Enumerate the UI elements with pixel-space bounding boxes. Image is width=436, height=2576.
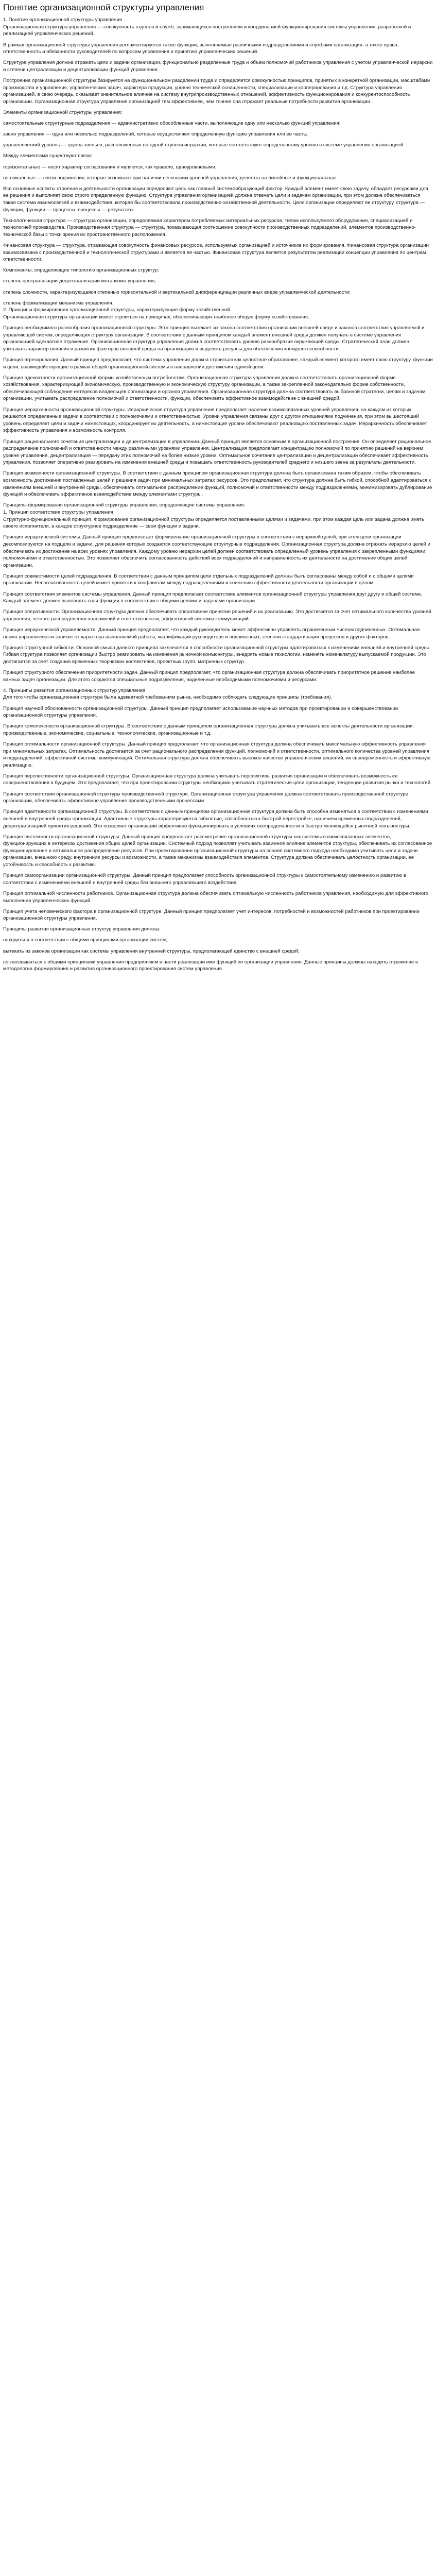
- paragraph: Структура управления должна отражать цели и задачи организации, функционально разделенные труда и объем полномочий работников управления с учетом управленческой иерархии и степени централизации и децентрализации функций управления.: [3, 60, 434, 73]
- paragraph: Принцип иерархической системы. Данный принцип предполагает формирование организационной структуры в соответствии с иерархией целей, при этом цели организации декомпозируются на подцели и задачи, для решения которых создаются соответствующие структурные подразделения. Организационная структура должна отражать иерархию целей и обеспечивать их достижение на всех уровнях управления. Каждому уровню иерархии целей должен соответствовать определенный уровень управления с закрепленными функциями, полномочиями и ответственностью. Это позволяет обеспечить согласованность действий всех подразделений и направленность их деятельности на достижение общих целей организации.: [3, 534, 432, 568]
- paragraph: Принцип учета человеческого фактора в организационной структуре. Данный принцип предполагает учет интересов, потребностей и возможностей работников при проектировании организационной структуры управления.: [3, 908, 421, 922]
- paragraph: Принципы развития организационных структур управления должны:: [3, 926, 161, 933]
- paragraph: находиться в соответствии с общими принципами организации систем;: [3, 937, 167, 943]
- paragraph: Принцип необходимого разнообразия организационной структуры. Этот принцип вытекает из закона соответствия организации внешней среде и законов соответствия управляемой и управляющей систем, определяющих структуру организации. В соответствии с данным принципом каждый элемент внешней среды должен получать в системе управления организацией адекватное отражение. Организационная структура управления должна соответствовать уровню разнообразия окружающей среды. Стратегический план должен учитывать характер влияния и развития факторов внешней среды на организацию и выделять ресурсы для обеспечения конкурентоспособности.: [3, 325, 426, 352]
- paragraph: Построение организационной структуры базируется на функциональном разделении труда и определяется совокупностью принципов, принятых в конкретной организации, масштабами производства и управления, управленческих задач, характера продукции, уровня технической оснащенности, специализации и кооперирования и т.д. Структура управления организацией, в свою очередь, оказывает значительное влияние на систему внутрипроизводственных отношений, эффективность функционирования и конкурентоспособность организации. Организационная структура управления организацией тем эффективнее, чем точнее она отражает реальные потребности развития организации.: [3, 78, 431, 105]
- document-page: [0, 0, 436, 997]
- paragraph: 4. Принципы развития организационных структур управления Для того чтобы организационная структура была адекватной требованиям рынка, необходимо соблюдать следующие принципы (требования).: [3, 687, 333, 701]
- paragraph: Финансовая структура — структура, отражающая совокупность финансовых ресурсов, используемых организацией и источников их формирования. Финансовая структура организации взаимосвязана с производственной и технологической структурами и является ее частью. Финансовая структура является результатом реализации концепции управления по центрам ответственности.: [3, 242, 430, 263]
- paragraph: Принцип адекватности организационной формы хозяйственным потребностям. Организационная структура управления должна соответствовать организационной форме хозяйствования, характеризующей экономическую, производственную и экономическую структуру организации, а также закрепленной законодательно форме собственности, обеспечивающей соблюдение интересов владельцев организации и органов управления. Организационная структура должна соответствовать выбранной стратегии, целям и задачам организации, учитывать распределение полномочий и ответственности, функции, обеспечивать эффективное взаимодействие с внешней средой.: [3, 375, 427, 402]
- paragraph: Между элементами существуют связи:: [3, 153, 92, 159]
- paragraph: управленческий уровень — группа звеньев, расположенных на одной ступени иерархии, которые соответствуют определенному уровню в системе управления организацией.: [3, 142, 405, 148]
- paragraph: степень сложности, характеризующаяся степенью горизонтальной и вертикальной дифференциации различных видов управленческой деятельности;: [3, 289, 351, 295]
- paragraph: согласовываться с общими принципами управления предприятием в части реализации ими функций по организации управления. Данные принципы должны находить отражение в методологии формирования и развития организационного проектирования систем управления.: [3, 959, 420, 972]
- paragraph: Принцип рационального сочетания централизации и децентрализации в управлении. Данный принцип является основным в организационной построения. Он определяет рациональное распределение полномочий и ответственности между различными уровнями управления. Централизация предполагает концентрацию полномочий по принятию решений на верхнем уровне управления, децентрализация — передачу этих полномочий на более низкие уровни. Оптимальное сочетание централизации и децентрализации обеспечивает эффективность управления, позволяет оперативно реагировать на изменения внешней среды и повышать ответственность руководителей среднего и низшего звена за результаты деятельности.: [3, 438, 433, 466]
- paragraph: вертикальные — связи подчинения, которые возникают при наличии нескольких уровней управления, делегата на линейные и функциональные.: [3, 175, 338, 181]
- paragraph: Принцип структурного обеспечения приоритетности задач. Данный принцип предполагает, что организационная структура должна обеспечивать приоритетное решение наиболее важных задач организации. Для этого создаются специальные подразделения, наделенные необходимыми полномочиями и ресурсами.: [3, 670, 416, 683]
- document-body: [3, 16, 433, 973]
- paragraph: Принцип совместимости целей подразделения. В соответствии с данным принципом цели отдельных подразделений должны быть согласованы между собой и с общими целями организации. Несогласованность целей может привести к конфликтам между подразделениями и снижению эффективности деятельности организации в целом.: [3, 573, 415, 586]
- paragraph: Принцип комплексности организационной структуры. В соответствии с данным принципом организационная структура должна учитывать все аспекты деятельности организации: производственные, экономические, социальные, технологические, организационные и т.д.: [3, 723, 415, 736]
- paragraph: самостоятельные структурные подразделения — административно обособленные части, выполняющие одну или несколько функций управления;: [3, 121, 341, 127]
- paragraph: Принцип структурной гибкости. Основной смысл данного принципа заключается в способности организационной структуры адаптироваться к изменениям внешней и внутренней среды. Гибкая структура позволяет организации быстро реагировать на изменения рыночной конъюнктуры, внедрять новые технологии, изменять номенклатуру выпускаемой продукции. Это достигается за счет создания временных творческих коллективов, проектных групп, матричных структур.: [3, 645, 432, 665]
- paragraph: Принцип научной обоснованности организационной структуры. Данный принцип предполагает использование научных методов при проектировании и совершенствовании организационной структуры управления.: [3, 705, 399, 719]
- paragraph: Принцип соответствия элементов системы управления. Данный принцип предполагает соответствие элементов организационной структуры управления друг другу и общей системе. Каждый элемент должен выполнять свои функции в соответствии с общими целями и задачами организации.: [3, 591, 424, 604]
- paragraph: горизонтальные — носят характер согласования и являются, как правило, одноуровневыми;: [3, 164, 217, 170]
- paragraph: вытекать из законов организации как системы управления внутренней структуры, предполагающей единство с внешней средой;: [3, 948, 300, 954]
- page-title: Понятие организационной структуры управления: [3, 3, 204, 12]
- paragraph: В рамках организационной структуры управления регламентируется также функции, выполняемые различными подразделениями и службами организации, а также права, ответственность и обязанности руководителей по вопросам управления и принятию управленческих решений.: [3, 42, 400, 55]
- paragraph: Элементы организационной структуры управления:: [3, 109, 123, 115]
- paragraph: Принцип соответствия организационной структуры производственной структуре. Организационная структура управления должна соответствовать производственной структуре организации, обеспечивать эффективное управление производственными процессами.: [3, 791, 410, 804]
- paragraph: Принципы формирования организационной структуры управления, определяющие системы управления: 1. Принцип соответствия структуры управления Структурно-функциональный принцип. Формирование организационной структуры определяется поставленными целями и задачами, при этом каждая цель или задача должна иметь своего исполнителя, а каждое структурное подразделение — свои функции и задачи.: [3, 502, 425, 530]
- paragraph: звено управления — одна или несколько подразделений, которые осуществляют определенную функцию управления или ее часть;: [3, 131, 307, 138]
- paragraph: Технологическая структура — структура организации, определяемая характером потребляемых материальных ресурсов, типом используемого оборудования, специализацией и технологией производства. Производственная структура — структура, показывающая соотношение совокупности производственных подразделений, элементов производственно-технической базы с точки зрения их пространственного расположения.: [3, 217, 416, 238]
- paragraph: степень централизации-децентрализации механизма управления;: [3, 278, 156, 284]
- paragraph: Принцип иерархической управляемости. Данный принцип предполагает, что каждый руководитель может эффективно управлять ограниченным числом подчиненных. Оптимальная норма управляемости зависит от характера выполняемой работы, квалификации руководителя и подчиненных, степени стандартизации процессов и других факторов.: [3, 627, 421, 640]
- paragraph: Принцип оперативности. Организационная структура должна обеспечивать оперативное принятие решений и их реализацию. Это достигается за счет оптимального количества уровней управления, четкого распределения полномочий и ответственности, эффективной системы коммуникаций.: [3, 609, 433, 622]
- paragraph: Все основные аспекты строения и деятельности организации определяют цель как главный системообразующий фактор. Каждый элемент имеет свою задачу, обладает ресурсами для ее решения и выполняет свою строго определенную функцию. Структура управления организацией должна отвечать цели и задачам организации, при этом должна обеспечиваться такая система взаимосвязей и взаимодействия, которая бы соответствовала производственно-хозяйственной деятельности. Цели организации определяют ее структуру, структура — функции, функции — процессы, процессы — результаты.: [3, 185, 430, 213]
- paragraph: Принцип оптимальной численности работников. Организационная структура должна обеспечивать оптимальную численность работников управления, необходимую для эффективного выполнения управленческих функций.: [3, 890, 430, 904]
- paragraph: Принцип возможности организационной структуры. В соответствии с данным принципом организационная структура должна быть организована таким образом, чтобы обеспечивать возможность достижения поставленных целей и решения задач при минимальных затратах ресурсов. Это предполагает, что структура должна быть гибкой, способной адаптироваться к изменениям внешней и внутренней среды, обеспечивать оптимальное распределение функций, полномочий и ответственности между подразделениями, минимизировать дублирование функций и обеспечивать эффективное взаимодействие между элементами структуры.: [3, 470, 433, 498]
- paragraph: Принцип самоорганизации организационной структуры. Данный принцип предполагает способность организационной структуры к самостоятельному изменению и развитию в соответствии с изменениями внешней и внутренней среды без внешнего управляющего воздействия.: [3, 873, 408, 886]
- paragraph: Принцип перспективности организационной структуры. Организационная структура должна учитывать перспективы развития организации и обеспечивать возможность ее совершенствования в будущем. Это предполагает, что при проектировании структуры необходимо учитывать стратегические цели организации, тенденции развития рынка и технологий.: [3, 773, 432, 786]
- paragraph: Принцип адаптивности организационной структуры. В соответствии с данным принципом организационная структура должна быть способна изменяться в соответствии с изменениями внешней и внутренней среды организации. Адаптивные структуры характеризуются гибкостью, способностью к быстрой перестройке, наличием временных подразделений, децентрализацией принятия решений. Это позволяет организации эффективно функционировать в условиях неопределенности и быстро меняющейся рыночной конъюнктуры.: [3, 809, 430, 829]
- paragraph: Компоненты, определяющие типологию организационных структур:: [3, 267, 159, 274]
- paragraph: степень формализации механизма управления. 2. Принципы формирования организационной структуры, характеризующие форму хозяйственной Организационная структура организации может строиться на принципах, обеспечивающих наиболее общую форму хозяйствования.: [3, 300, 309, 320]
- paragraph: Принцип оптимальности организационной структуры. Данный принцип предполагает, что организационная структура должна обеспечивать максимальную эффективность управления при минимальных затратах. Оптимальность достигается за счет рационального распределения функций, полномочий и ответственности, оптимального количества уровней управления и подразделений, эффективной системы коммуникаций. Оптимальная структура должна обеспечивать высокое качество управленческих решений, их своевременность и эффективную реализацию.: [3, 741, 432, 768]
- paragraph: Принцип агрегирования. Данный принцип предполагает, что система управления должна строиться как целостное образование, каждый элемент которого имеет свою структуру, функции и цели, взаимодействующие в рамках общей организационной системы в направлении достижения единой цели.: [3, 357, 434, 370]
- paragraph: 1. Понятие организационной структуры управления Организационная структура управления — совокупность отделов и служб, занимающихся построением и координацией функционирования системы управления, разработкой и реализацией управленческих решений.: [3, 17, 411, 37]
- paragraph: Принцип системности организационной структуры. Данный принцип предполагает рассмотрение организационной структуры как системы взаимосвязанных элементов, функционирующих в интересах достижения общих целей организации. Системный подход позволяет учитывать взаимное влияние элементов структуры, обеспечивать их согласованное функционирование и оптимальное распределение ресурсов. При проектировании организационной структуры на основе системного подхода необходимо учитывать цели и задачи организации, внешнюю среду, внутренние ресурсы и возможности, а также механизмы взаимодействия элементов. Структура должна обеспечивать целостность организации, ее устойчивость и способность к развитию.: [3, 834, 433, 868]
- paragraph: Принцип иерархичности организационной структуры. Иерархическая структура управления предполагает наличие взаимосвязанных уровней управления, на каждом из которых решаются определенные задачи в соответствии с полномочиями и ответственностью. Уровни управления связаны друг с другом отношениями подчинения, при этом вышестоящий уровень определяет цели и задачи нижестоящих, координирует их деятельность, а нижестоящие уровни обеспечивают реализацию поставленных задач. Иерархичность обеспечивает эффективность управления и возможность контроля.: [3, 406, 429, 434]
